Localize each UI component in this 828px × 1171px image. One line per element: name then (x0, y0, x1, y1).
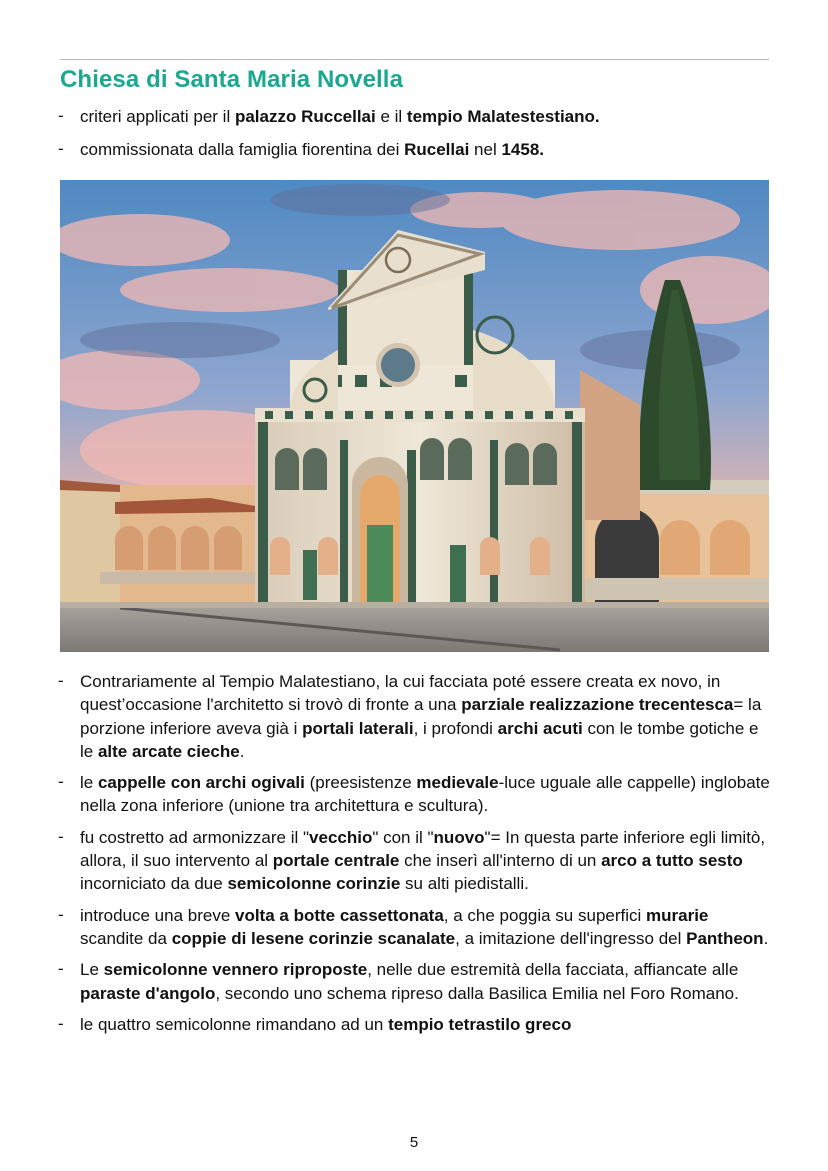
analysis-bullet-6 (58, 1013, 770, 1036)
analysis-bullet-5 (58, 958, 770, 1005)
text: " con il " (372, 827, 434, 847)
text: fu costretto ad armonizzare il " (80, 827, 310, 847)
text: introduce una breve (80, 905, 235, 925)
analysis-bullet-2 (58, 771, 770, 818)
bold-text: semicolonne corinzie (227, 874, 401, 894)
bold-text: murarie (646, 905, 709, 925)
bullet-dash: - (58, 904, 64, 924)
text: nel (469, 140, 502, 160)
page-title: Chiesa di Santa Maria Novella (60, 66, 404, 93)
text: , nelle due estremità della facciata, affiancate alle (367, 960, 739, 980)
bullet-dash: - (58, 826, 64, 846)
bold-text: portale centrale (272, 851, 400, 871)
analysis-bullet-1 (58, 670, 770, 763)
bold-text: Pantheon (686, 928, 764, 948)
text: (preesistenze (304, 773, 417, 793)
bold-text: tempio tetrastilo greco (388, 1014, 572, 1034)
bold-text: vecchio (309, 827, 373, 847)
text: . (239, 741, 245, 761)
bullet-dash: - (58, 959, 64, 979)
bold-text: volta a botte cassettonata (235, 905, 444, 925)
bold-text: Rucellai (404, 140, 470, 160)
bold-text: portali laterali (302, 718, 414, 738)
text: , a che poggia su superfici (443, 905, 647, 925)
text: che inserì all'interno di un (399, 851, 602, 871)
bullet-dash: - (58, 671, 64, 690)
text: e il (375, 107, 407, 126)
top-rule (60, 59, 769, 60)
text: , a imitazione dell'ingresso del (455, 928, 687, 948)
analysis-bullet-4 (58, 904, 770, 951)
analysis-bullet-3 (58, 826, 770, 896)
text: incorniciato da due (80, 874, 228, 894)
bullet-dash: - (58, 139, 64, 159)
intro-bullet-2 (58, 138, 770, 161)
bold-text: semicolonne vennero riproposte (103, 960, 368, 980)
text: con le tombe gotiche e le (80, 718, 759, 761)
bullet-dash: - (58, 1013, 64, 1033)
intro-bullet-1 (58, 105, 770, 128)
bold-text: coppie di lesene corinzie scanalate (171, 928, 456, 948)
text: su alti piedistalli. (400, 874, 529, 894)
bold-text: alte arcate cieche (97, 741, 240, 761)
text: le (80, 773, 98, 793)
text: scandite da (80, 928, 172, 948)
bold-text: cappelle con archi ogivali (97, 773, 305, 793)
page-number: 5 (409, 1134, 419, 1151)
bold-text: arco a tutto sesto (601, 851, 743, 871)
intro-bullet-list (58, 105, 770, 172)
bold-text: palazzo Ruccellai (234, 107, 376, 126)
bold-text: tempio Malatestestiano. (406, 107, 600, 126)
bullet-dash: - (58, 106, 64, 125)
text: commissionata dalla famiglia fiorentina dei (80, 140, 405, 160)
church-facade-photo (60, 180, 769, 652)
text: -luce uguale alle cappelle) inglobate nella zona inferiore (unione tra architettura e scultura). (80, 773, 770, 816)
bullet-dash: - (58, 772, 64, 792)
bold-text: parziale realizzazione trecentesca (461, 695, 734, 715)
bold-text: paraste d'angolo (80, 983, 216, 1003)
bold-text: archi acuti (497, 718, 583, 738)
analysis-bullet-list (58, 670, 770, 1044)
text: = la porzione inferiore aveva già i (80, 695, 762, 738)
text: . (763, 928, 769, 948)
text: "= In questa parte inferiore egli limitò, allora, il suo intervento al (80, 827, 766, 871)
text: Le (80, 960, 104, 980)
text: Contrariamente al Tempio Malatestiano, la cui facciata poté essere creata ex novo, in quest’occasione l'architetto si trovò di fronte a una (80, 672, 721, 715)
text: , i profondi (413, 718, 498, 738)
text: le quattro semicolonne rimandano ad un (80, 1014, 389, 1034)
text: , secondo uno schema ripreso dalla Basilica Emilia nel Foro Romano. (215, 983, 739, 1003)
bold-text: medievale (416, 773, 499, 793)
bold-text: nuovo (433, 827, 485, 847)
bold-text: 1458. (501, 140, 544, 160)
text: criteri applicati per il (80, 107, 235, 126)
